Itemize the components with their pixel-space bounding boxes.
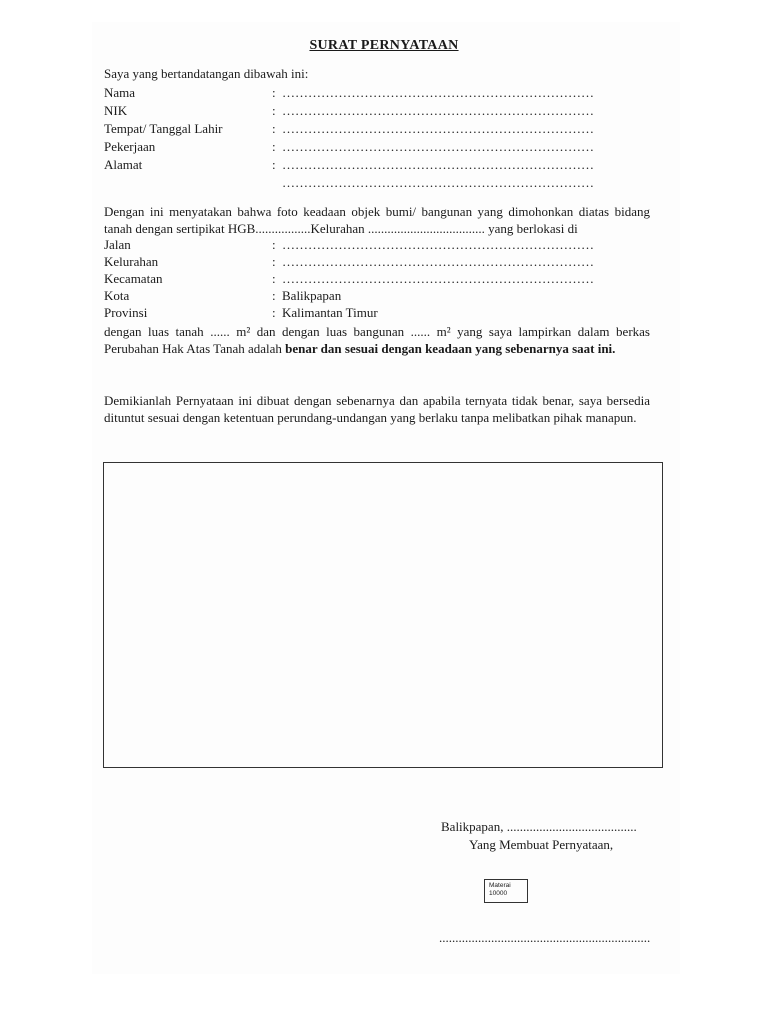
field-label: Nama (104, 85, 136, 100)
stamp-label: Materai (489, 882, 511, 889)
area-paragraph (104, 323, 650, 357)
field-row (104, 304, 594, 321)
field-colon: : (272, 254, 276, 269)
field-colon: : (272, 237, 276, 252)
field-value: ……………………………………………………………… (282, 175, 594, 190)
field-row (104, 236, 594, 253)
field-row (104, 102, 594, 120)
field-colon: : (272, 157, 276, 172)
field-colon: : (272, 305, 276, 320)
field-value: ……………………………………………………………… (282, 139, 594, 154)
field-label: Alamat (104, 157, 143, 172)
field-value: Balikpapan (282, 288, 342, 303)
statement-paragraph: Dengan ini menyatakan bahwa foto keadaan objek bumi/ bangunan yang dimohonkan diatas bidang tanah dengan sertipikat HGB.................Kelurahan .................................... yang berlokasi di (104, 204, 650, 236)
field-value: ……………………………………………………………… (282, 121, 594, 136)
field-label: Tempat/ Tanggal Lahir (104, 121, 223, 136)
field-colon: : (272, 288, 276, 303)
location-fields (104, 236, 594, 321)
field-colon: : (272, 121, 276, 136)
field-label: Pekerjaan (104, 139, 156, 154)
field-colon: : (272, 271, 276, 286)
field-row (104, 120, 594, 138)
field-colon: : (272, 139, 276, 154)
field-label: Kelurahan (104, 254, 159, 269)
field-value: ……………………………………………………………… (282, 85, 594, 100)
signature-name-line: ................................................................. (439, 930, 651, 945)
materai-stamp-box (484, 879, 528, 903)
personal-fields (104, 84, 594, 192)
field-label: NIK (104, 103, 128, 118)
field-label: Jalan (104, 237, 131, 252)
maker-label: Yang Membuat Pernyataan, (469, 837, 614, 852)
field-value: ……………………………………………………………… (282, 157, 594, 172)
field-label: Kota (104, 288, 130, 303)
area-paragraph-emphasis: benar dan sesuai dengan keadaan yang sebenarnya saat ini. (285, 341, 616, 356)
field-label: Provinsi (104, 305, 148, 320)
field-label: Kecamatan (104, 271, 163, 286)
intro-text: Saya yang bertandatangan dibawah ini: (104, 66, 309, 81)
signature-block (441, 818, 637, 854)
field-value: Kalimantan Timur (282, 305, 378, 320)
area-paragraph-text: dengan luas tanah ...... m² dan dengan luas bangunan ...... m² yang saya lampirkan dalam berkas Perubahan Hak Atas Tanah adalah (104, 324, 650, 356)
field-value: ……………………………………………………………… (282, 103, 594, 118)
field-value: ……………………………………………………………… (282, 237, 594, 252)
field-row (104, 84, 594, 102)
field-row (104, 174, 594, 192)
field-row (104, 138, 594, 156)
field-row (104, 270, 594, 287)
photo-box (103, 462, 663, 768)
field-value: ……………………………………………………………… (282, 271, 594, 286)
document-title: SURAT PERNYATAAN (309, 38, 459, 53)
field-row (104, 287, 594, 304)
stamp-value: 10000 (489, 890, 508, 897)
field-colon: : (272, 103, 276, 118)
field-value: ……………………………………………………………… (282, 254, 594, 269)
field-row (104, 253, 594, 270)
field-row (104, 156, 594, 174)
place-date: Balikpapan, ........................................ (441, 819, 637, 834)
field-colon: : (272, 85, 276, 100)
closing-paragraph: Demikianlah Pernyataan ini dibuat dengan sebenarnya dan apabila ternyata tidak benar, saya bersedia dituntut sesuai dengan ketentuan perundang-undangan yang berlaku tanpa melibatkan pihak manapun. (104, 393, 650, 425)
